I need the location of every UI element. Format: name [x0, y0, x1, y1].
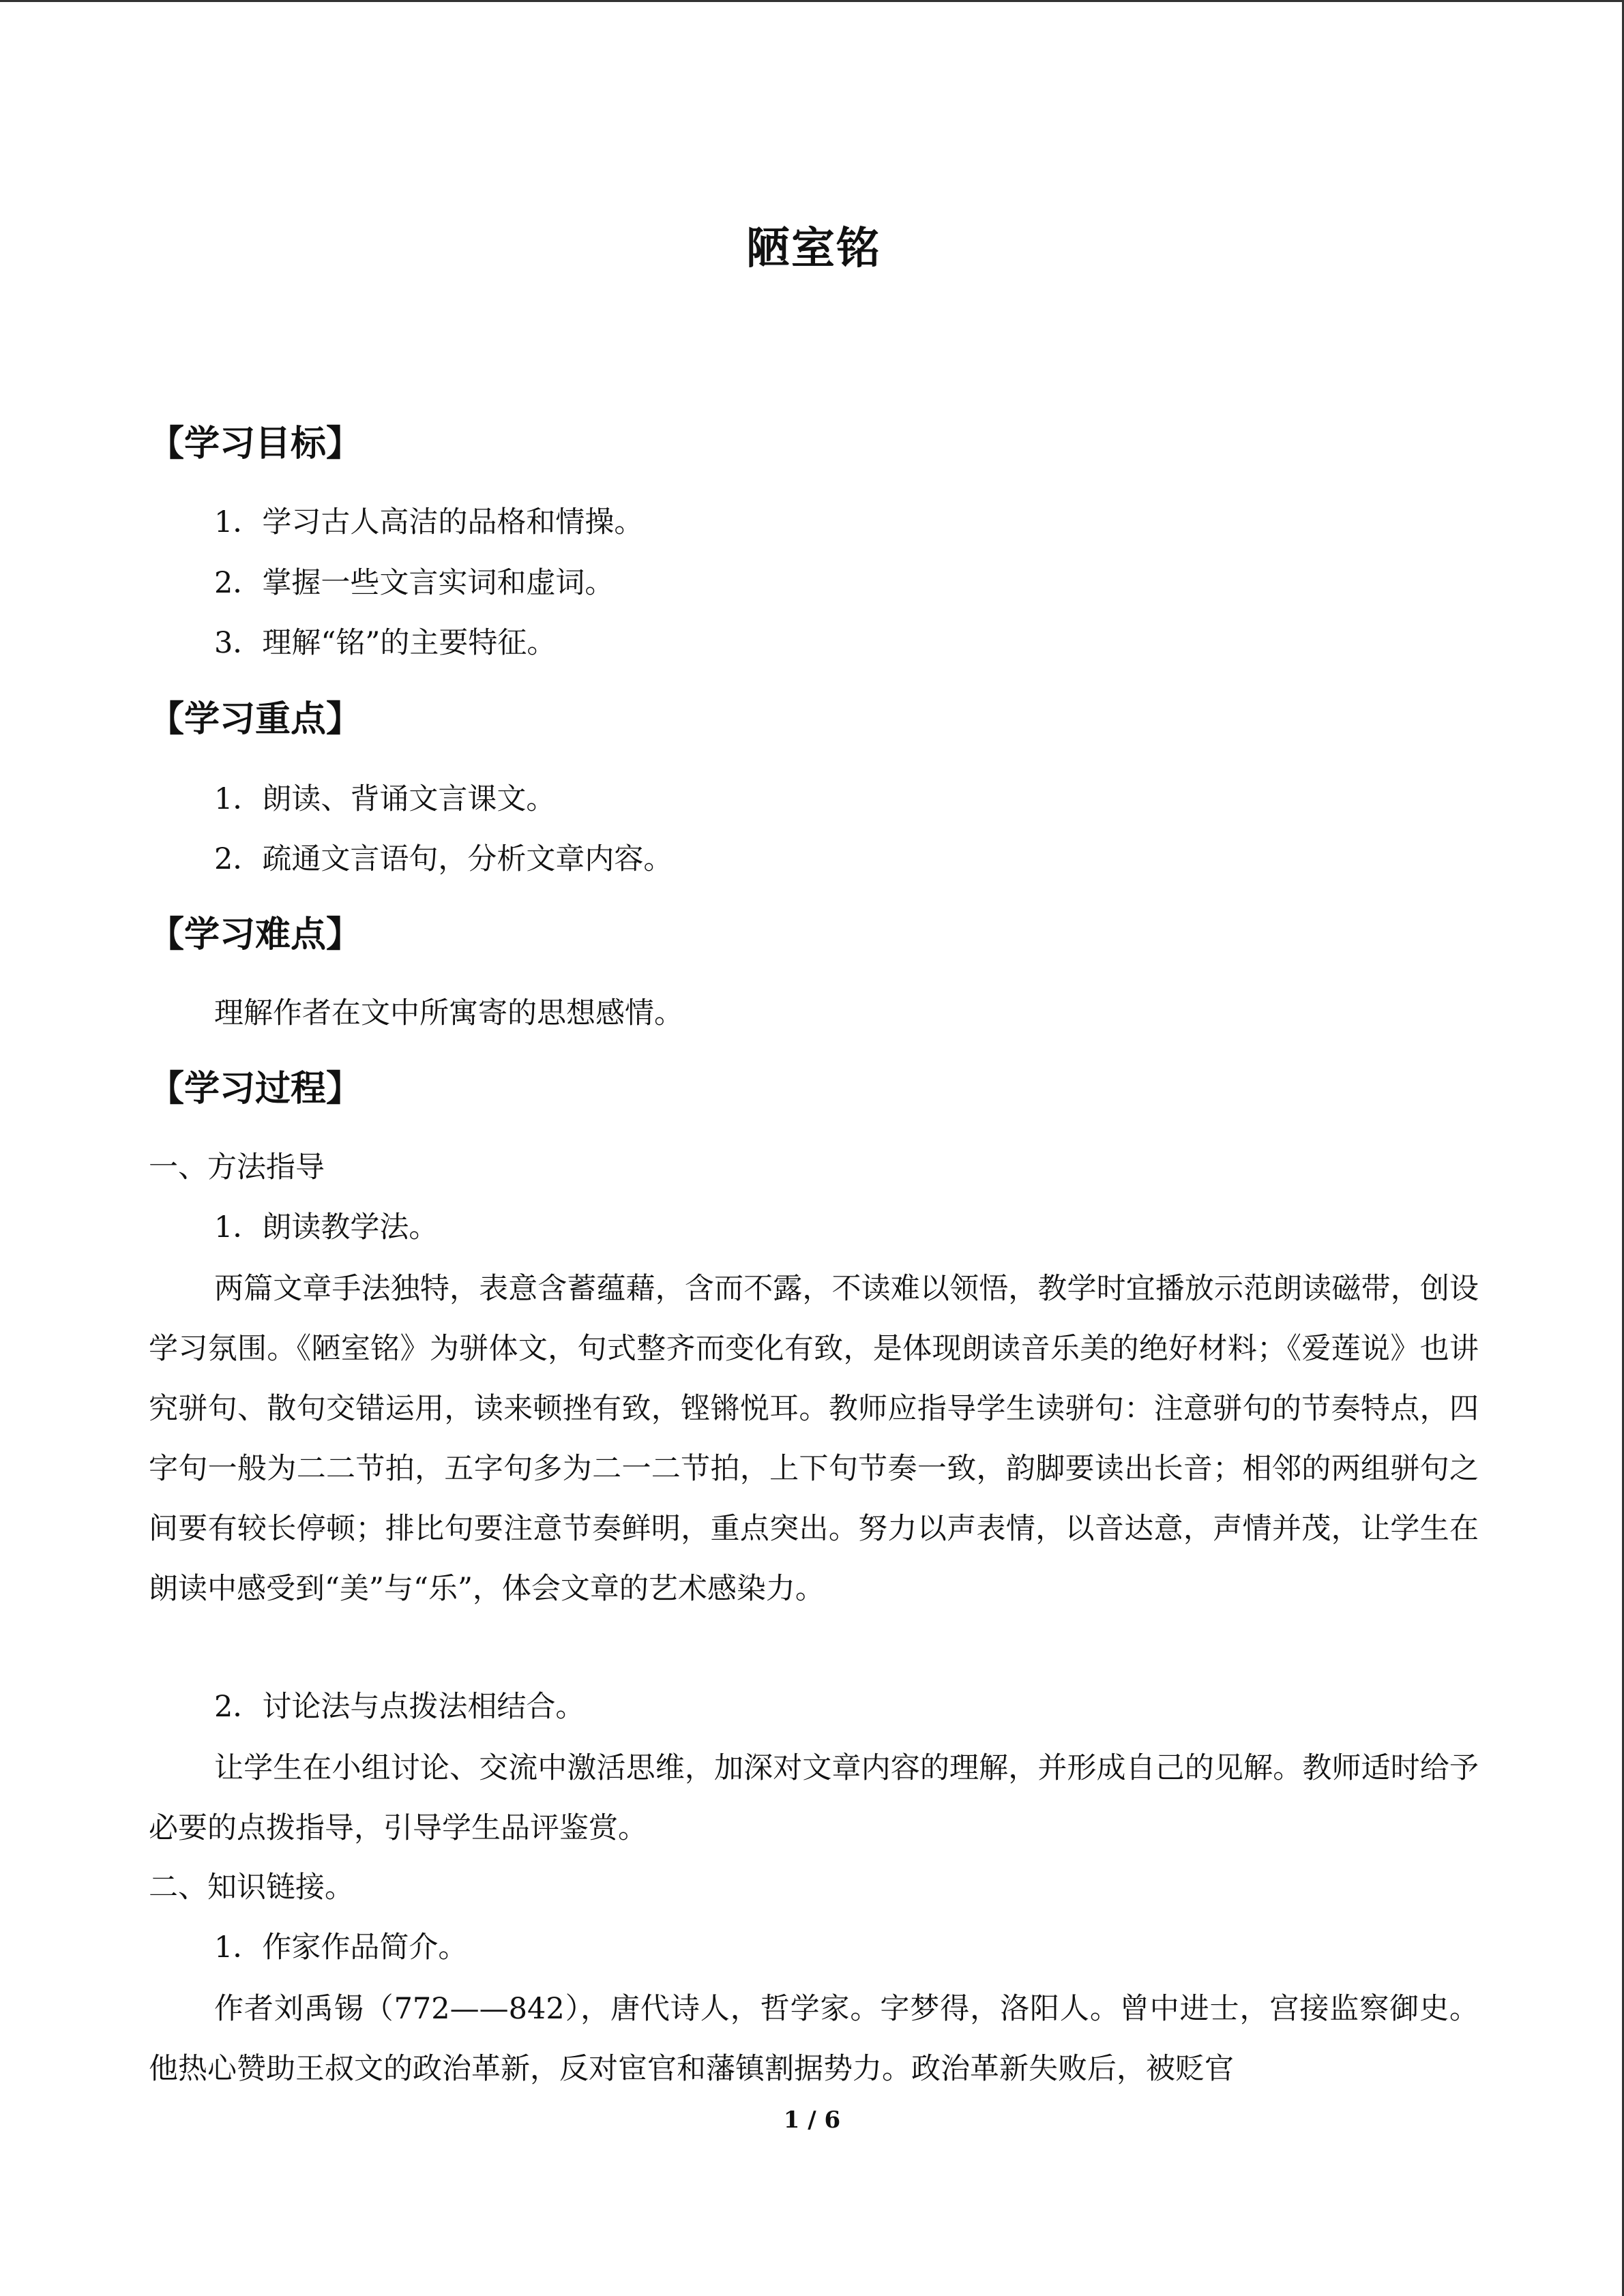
heading-process: 【学习过程】	[149, 1068, 362, 1109]
link1-paragraph: 作者刘禹锡（772——842），唐代诗人，哲学家。字梦得，洛阳人。曾中进士，宫接监察御史。他热心赞助王叔文的政治革新，反对宦官和藩镇割据势力。政治革新失败后，被贬官	[149, 1992, 1479, 2086]
goal-item-3: 3．理解“铭”的主要特征。	[214, 626, 557, 660]
page-number: 1 / 6	[783, 2106, 841, 2134]
goal-item-1: 1．学习古人高洁的品格和情操。	[214, 505, 644, 539]
method1-paragraph: 两篇文章手法独特，表意含蓄蕴藉，含而不露，不读难以领悟，教学时宜播放示范朗读磁带，创设学习氛围。《陋室铭》为骈体文，句式整齐而变化有致，是体现朗读音乐美的绝好材料；《爱莲说》也讲究骈句、散句交错运用，读来顿挫有致，铿锵悦耳。教师应指导学生读骈句：注意骈句的节奏特点，四字句一般为二二节拍，五字句多为二一二节拍，上下句节奏一致，韵脚要读出长音；相邻的两组骈句之间要有较长停顿；排比句要注意节奏鲜明，重点突出。努力以声表情，以音达意，声情并茂，让学生在朗读中感受到“美”与“乐”，体会文章的艺术感染力。	[149, 1272, 1479, 1606]
method2-paragraph: 让学生在小组讨论、交流中激活思维，加深对文章内容的理解，并形成自己的见解。教师适时给予必要的点拨指导，引导学生品评鉴赏。	[149, 1751, 1479, 1845]
key-point-item-2: 2．疏通文言语句，分析文章内容。	[214, 842, 673, 876]
goal-item-2: 2．掌握一些文言实词和虚词。	[214, 566, 615, 600]
difficulty-text: 理解作者在文中所寓寄的思想感情。	[214, 996, 683, 1030]
heading-difficulty: 【学习难点】	[149, 914, 362, 955]
heading-key-points: 【学习重点】	[149, 698, 362, 740]
method1-title: 1．朗读教学法。	[214, 1210, 439, 1244]
page-title: 陋室铭	[746, 223, 881, 274]
method2-title: 2．讨论法与点拨法相结合。	[214, 1690, 585, 1724]
key-point-item-1: 1．朗读、背诵文言课文。	[214, 782, 556, 816]
process-part1-title: 一、方法指导	[149, 1150, 325, 1184]
heading-goals: 【学习目标】	[149, 423, 362, 464]
link1-title: 1．作家作品简介。	[214, 1930, 468, 1965]
process-part2-title: 二、知识链接。	[149, 1870, 354, 1905]
